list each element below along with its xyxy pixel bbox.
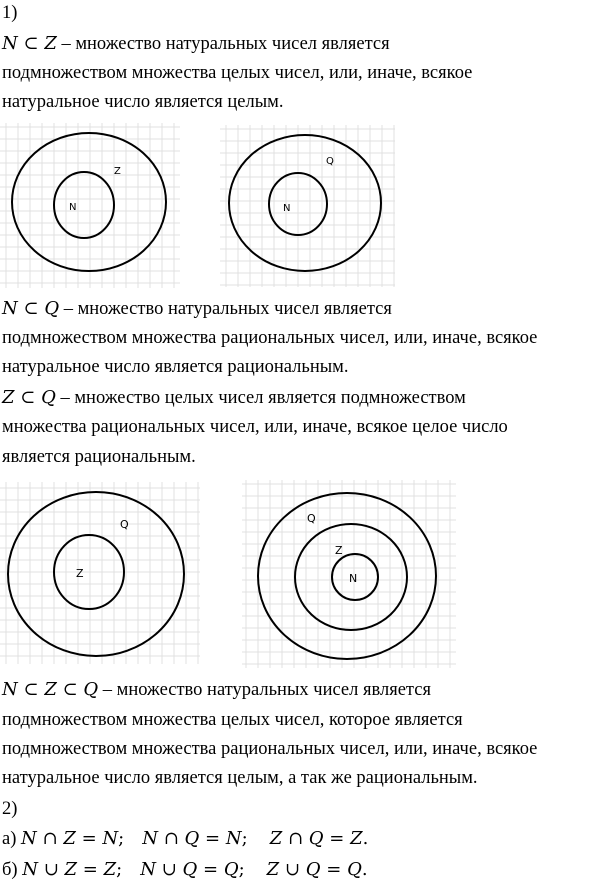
p1-line-1: N ⊂ Z – множество натуральных чисел является	[2, 33, 390, 54]
p1-formula: N ⊂ Z	[2, 33, 57, 54]
outer-set-circle	[258, 493, 436, 659]
venn-n-in-z-in-q	[242, 480, 456, 668]
grid-background	[0, 123, 180, 288]
p4-line-3: подмножеством множества рациональных чисел, или, иначе, всякое	[2, 739, 538, 759]
outer-set-circle	[12, 133, 166, 271]
p4-line-2: подмножеством множества целых чисел, которое является	[2, 710, 463, 730]
inner-set-circle	[54, 172, 114, 238]
grid-background	[220, 125, 395, 287]
inner-set-label: Z	[76, 567, 84, 580]
equation-a-1: N ∩ Z = N;	[21, 828, 125, 849]
p2-line-3: натуральное число является рациональным.	[2, 357, 349, 377]
p4-line-4: натуральное число является целым, а так же рациональным.	[2, 768, 478, 788]
middle-set-label: Z	[335, 544, 343, 557]
p4-formula: N ⊂ Z ⊂ Q	[2, 679, 99, 700]
inner-set-label: N	[283, 203, 291, 214]
p4-line-1: N ⊂ Z ⊂ Q – множество натуральных чисел является	[2, 679, 431, 700]
venn-n-in-z	[0, 123, 180, 288]
outer-set-label: Z	[114, 166, 121, 177]
part-2-label: 2)	[2, 799, 18, 819]
part-1-label: 1)	[2, 3, 18, 23]
equation-b-1: N ∪ Z = Z;	[22, 859, 123, 880]
p3-line-2: множества рациональных чисел, или, иначе, всякое целое число	[2, 417, 508, 437]
equation-line-a: а) N ∩ Z = N; N ∩ Q = N; Z ∩ Q = Z.	[2, 828, 369, 849]
outer-set-label: Q	[307, 512, 316, 525]
equation-line-b: б) N ∪ Z = Z; N ∪ Q = Q; Z ∪ Q = Q.	[2, 859, 368, 880]
p3-line-3: является рациональным.	[2, 447, 196, 467]
p3-line-1: Z ⊂ Q – множество целых чисел является подмножеством	[2, 387, 466, 408]
outer-set-circle	[8, 492, 184, 656]
p2-formula: N ⊂ Q	[2, 298, 60, 319]
p2-line-2: подмножеством множества рациональных чисел, или, иначе, всякое	[2, 328, 538, 348]
equation-b-2: N ∪ Q = Q;	[140, 859, 245, 880]
equation-b-3: Z ∪ Q = Q.	[266, 859, 368, 880]
p1-line-2: подмножеством множества целых чисел, или, иначе, всякое	[2, 63, 473, 83]
equation-a-2: N ∩ Q = N;	[142, 828, 248, 849]
outer-set-label: Q	[120, 518, 129, 531]
inner-set-label: N	[69, 202, 77, 213]
p2-line-1: N ⊂ Q – множество натуральных чисел является	[2, 298, 392, 319]
venn-z-in-q	[0, 482, 200, 664]
venn-n-in-q	[220, 125, 395, 287]
p1-line-3: натуральное число является целым.	[2, 92, 284, 112]
equation-a-3: Z ∩ Q = Z.	[269, 828, 369, 849]
grid-background	[0, 482, 200, 664]
inner-set-label: N	[349, 572, 358, 585]
outer-set-label: Q	[326, 156, 334, 167]
p3-formula: Z ⊂ Q	[2, 387, 56, 408]
